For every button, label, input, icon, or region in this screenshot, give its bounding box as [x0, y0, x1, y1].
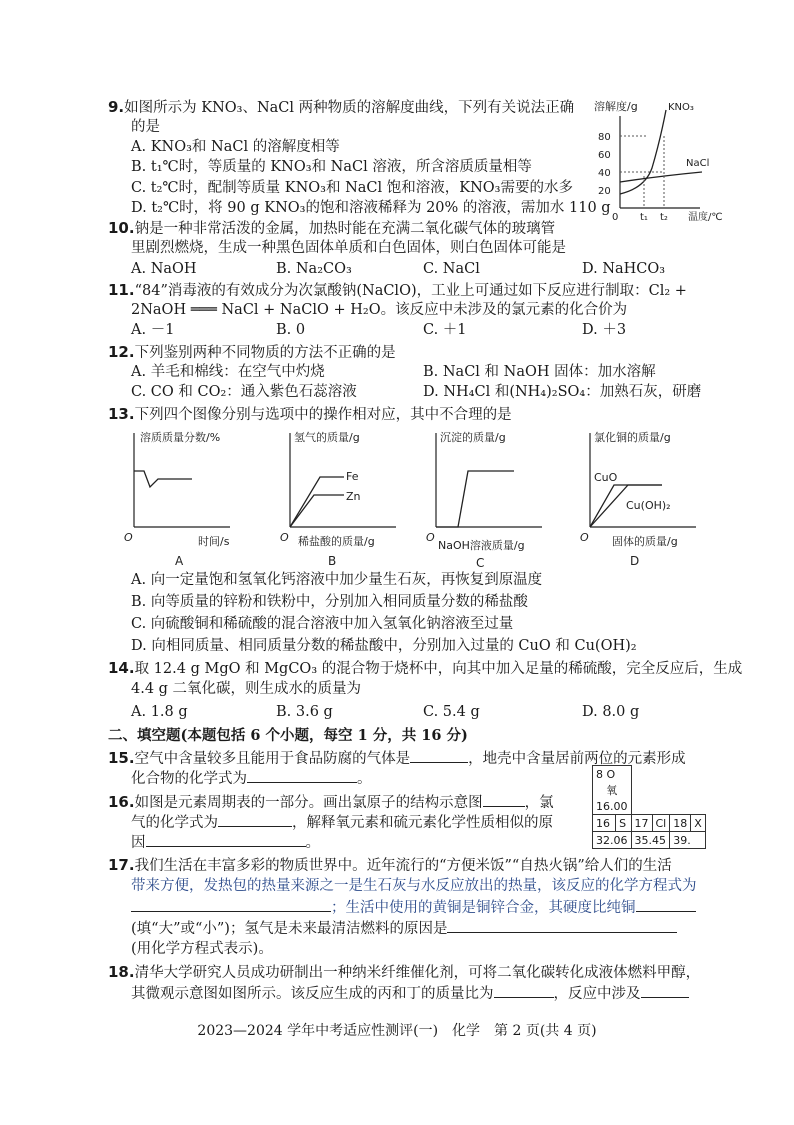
- q17-line5: (用化学方程式表示)。: [131, 941, 273, 957]
- element-o-name: 氧: [593, 782, 632, 798]
- q15-text2: ，地壳中含量居前两位的元素形成: [468, 751, 686, 767]
- q9-stem: 如图所示为 KNO₃、NaCl 两种物质的溶解度曲线，下列有关说法正确: [124, 100, 575, 116]
- q14-option-c: C. 5.4 g: [423, 704, 480, 720]
- q18-blank-1[interactable]: [494, 983, 554, 998]
- q16-text5: 因: [131, 835, 146, 851]
- ytick-40: 40: [598, 168, 611, 179]
- q15-line2: [131, 768, 372, 789]
- q11-option-b: B. 0: [276, 322, 306, 338]
- nacl-label: NaCl: [686, 158, 710, 169]
- q13-option-d: D. 向相同质量、相同质量分数的稀盐酸中，分别加入过量的 CuO 和 Cu(OH)₂: [131, 638, 637, 654]
- q16-line1: [108, 792, 554, 813]
- q16-text1: 如图是元素周期表的一部分。画出氯原子的结构示意图: [134, 795, 483, 811]
- q16-blank-2[interactable]: [218, 812, 292, 827]
- solubility-chart: [590, 96, 740, 226]
- q10-option-c: C. NaCl: [423, 261, 480, 277]
- element-s-mass: 32.06: [593, 832, 632, 849]
- q15-text3: 化合物的化学式为: [131, 771, 247, 787]
- q14-line2: 4.4 g 二氧化碳，则生成水的质量为: [131, 681, 362, 697]
- q13-option-b: B. 向等质量的锌粉和铁粉中，分别加入相同质量分数的稀盐酸: [131, 594, 528, 610]
- chart-d-tag: D: [630, 554, 640, 568]
- xtick-t1: t₁: [640, 212, 648, 223]
- q15-blank-1[interactable]: [410, 748, 468, 763]
- q12-line1: [108, 342, 396, 363]
- chart-b-fe-line: [290, 477, 344, 527]
- q14-option-b: B. 3.6 g: [276, 704, 333, 720]
- element-x-number: 18: [670, 815, 691, 832]
- q11-option-a: A. －1: [131, 322, 175, 338]
- chart-c-origin: O: [426, 531, 435, 544]
- element-x-mass: 39.: [670, 832, 706, 849]
- ytick-80: 80: [598, 132, 611, 143]
- q16-text6: 。: [305, 835, 320, 851]
- q10-option-a: A. NaOH: [131, 261, 197, 277]
- q9-option-d: D. t₂℃时，将 90 g KNO₃的饱和溶液稀释为 20% 的溶液，需加水 110 g: [131, 200, 611, 216]
- q17-line2: 带来方便，发热包的热量来源之一是生石灰与水反应放出的热量，该反应的化学方程式为: [131, 878, 697, 894]
- q17-line1: [108, 855, 672, 876]
- element-cl-mass: 35.45: [631, 832, 670, 849]
- chart-c-tag: C: [476, 556, 485, 570]
- q18-text2: 其微观示意图如图所示。该反应生成的丙和丁的质量比为: [131, 986, 494, 1002]
- q15-text4: 。: [357, 771, 372, 787]
- q16-text4: ，解释氧元素和硫元素化学性质相似的原: [292, 815, 553, 831]
- q15-number: 15.: [108, 749, 135, 767]
- q11-option-c: C. ＋1: [423, 322, 467, 338]
- q10-option-b: B. Na₂CO₃: [276, 261, 352, 277]
- q17-blank-1[interactable]: [131, 897, 331, 912]
- q10-stem: 钠是一种非常活泼的金属，加热时能在充满二氧化碳气体的玻璃管: [134, 221, 556, 237]
- chart-d-origin: O: [580, 531, 589, 544]
- chart-b-ylabel: 氢气的质量/g: [294, 431, 360, 444]
- chart-d-cuoh2-label: Cu(OH)₂: [626, 499, 671, 512]
- q11-line1: [108, 280, 687, 301]
- q17-line4: [131, 918, 677, 939]
- q17-line3: [131, 897, 696, 918]
- q16-text2: ，氯: [524, 795, 554, 811]
- q13-option-c: C. 向硫酸铜和稀硫酸的混合溶液中加入氢氧化钠溶液至过量: [131, 616, 514, 632]
- solubility-xlabel: 温度/℃: [688, 212, 723, 223]
- q14-option-d: D. 8.0 g: [582, 704, 640, 720]
- q13-number: 13.: [108, 405, 135, 423]
- periodic-table-fragment: [592, 765, 706, 849]
- q9-line2: 的是: [131, 119, 160, 135]
- q11-option-d: D. ＋3: [582, 322, 627, 338]
- q9-option-b: B. t₁℃时，等质量的 KNO₃和 NaCl 溶液，所含溶质质量相等: [131, 159, 532, 175]
- q14-line1: [108, 658, 742, 679]
- q18-text3: ，反应中涉及: [553, 986, 641, 1002]
- q17-text4: (填“大”或“小”)；氢气是未来最清洁燃料的原因是: [131, 921, 448, 937]
- q13-line1: [108, 404, 512, 425]
- element-cl-number: 17: [631, 815, 652, 832]
- q9-option-c: C. t₂℃时，配制等质量 KNO₃和 NaCl 饱和溶液，KNO₃需要的水多: [131, 180, 573, 196]
- q13-chart-c: [422, 425, 562, 570]
- q14-stem: 取 12.4 g MgO 和 MgCO₃ 的混合物于烧杯中，向其中加入足量的稀硫酸，完全反应后，生成: [134, 661, 743, 677]
- chart-a-tag: A: [175, 554, 184, 568]
- q10-number: 10.: [108, 219, 135, 237]
- q17-blank-2[interactable]: [636, 897, 696, 912]
- origin-label: 0: [612, 212, 619, 223]
- chart-c-ylabel: 沉淀的质量/g: [440, 431, 506, 444]
- q10-option-d: D. NaHCO₃: [582, 261, 666, 277]
- q10-line2: 里剧烈燃烧，生成一种黑色固体单质和白色固体，则白色固体可能是: [131, 240, 566, 256]
- chart-b-fe-label: Fe: [346, 470, 359, 483]
- chart-c-xlabel: NaOH溶液质量/g: [438, 539, 525, 552]
- ytick-20: 20: [598, 186, 611, 197]
- chart-d-cuo-label: CuO: [594, 471, 618, 484]
- page-footer: 2023—2024 学年中考适应性测评(一) 化学 第 2 页(共 4 页): [197, 1023, 597, 1039]
- q15-blank-2[interactable]: [247, 768, 357, 783]
- xtick-t2: t₂: [660, 212, 668, 223]
- q13-chart-a: [120, 425, 250, 570]
- q16-number: 16.: [108, 793, 135, 811]
- q15-text1: 空气中含量较多且能用于食品防腐的气体是: [134, 751, 411, 767]
- q9-number: 9.: [108, 98, 125, 116]
- q12-number: 12.: [108, 343, 135, 361]
- q16-blank-3[interactable]: [146, 832, 306, 847]
- chart-a-origin: O: [124, 531, 133, 544]
- q18-number: 18.: [108, 963, 135, 981]
- q12-option-a: A. 羊毛和棉线：在空气中灼烧: [131, 364, 325, 380]
- q13-chart-d: [576, 425, 716, 570]
- q13-option-a: A. 向一定量饱和氢氧化钙溶液中加少量生石灰，再恢复到原温度: [131, 572, 543, 588]
- chart-a-ylabel: 溶质质量分数/%: [140, 431, 221, 444]
- q12-option-d: D. NH₄Cl 和(NH₄)₂SO₄：加熟石灰，研磨: [423, 384, 702, 400]
- q11-line2: 2NaOH ═══ NaCl + NaClO + H₂O。该反应中未涉及的氯元素的化合价为: [131, 302, 628, 318]
- element-s-number: 16: [593, 815, 616, 832]
- chart-b-xlabel: 稀盐酸的质量/g: [298, 535, 375, 548]
- q18-blank-2[interactable]: [641, 983, 689, 998]
- q17-text1: 我们生活在丰富多彩的物质世界中。近年流行的“方便米饭”“自热火锅”给人们的生活: [134, 858, 672, 874]
- q12-option-b: B. NaCl 和 NaOH 固体：加水溶解: [423, 364, 656, 380]
- q18-line1: [108, 962, 700, 983]
- element-s-symbol: S: [616, 815, 631, 832]
- q18-line2: [131, 983, 689, 1004]
- chart-b-zn-label: Zn: [346, 490, 361, 503]
- kno3-label: KNO₃: [668, 102, 694, 113]
- nacl-curve: [620, 172, 702, 182]
- chart-d-xlabel: 固体的质量/g: [612, 535, 678, 548]
- q16-line2: [131, 812, 553, 833]
- chart-b-zn-line: [290, 495, 344, 527]
- q16-line3: [131, 832, 320, 853]
- q17-number: 17.: [108, 856, 135, 874]
- q14-option-a: A. 1.8 g: [131, 704, 188, 720]
- chart-a-line: [134, 471, 192, 487]
- q16-blank-1[interactable]: [483, 792, 525, 807]
- q11-stem: “84”消毒液的有效成分为次氯酸钠(NaClO)，工业上可通过如下反应进行制取：Cl₂ +: [134, 283, 687, 299]
- q10-line1: [108, 218, 555, 239]
- element-o-mass: 16.00: [593, 798, 632, 815]
- chart-c-line: [436, 471, 514, 527]
- section-heading: 二、填空题(本题包括 6 个小题，每空 1 分，共 16 分): [108, 727, 468, 744]
- q14-number: 14.: [108, 659, 135, 677]
- q17-text3: ；生活中使用的黄铜是铜锌合金，其硬度比纯铜: [331, 900, 636, 916]
- element-x-symbol: X: [691, 815, 706, 832]
- q9-option-a: A. KNO₃和 NaCl 的溶解度相等: [131, 139, 340, 155]
- q17-blank-3[interactable]: [447, 918, 677, 933]
- q12-stem: 下列鉴别两种不同物质的方法不正确的是: [134, 345, 396, 361]
- q13-stem: 下列四个图像分别与选项中的操作相对应，其中不合理的是: [134, 407, 512, 423]
- q12-option-c: C. CO 和 CO₂：通入紫色石蕊溶液: [131, 384, 357, 400]
- chart-d-ylabel: 氯化铜的质量/g: [594, 431, 671, 444]
- chart-a-xlabel: 时间/s: [198, 535, 230, 548]
- solubility-ylabel: 溶解度/g: [594, 100, 638, 113]
- q11-number: 11.: [108, 281, 135, 299]
- q16-text3: 气的化学式为: [131, 815, 218, 831]
- q18-text1: 清华大学研究人员成功研制出一种纳米纤维催化剂，可将二氧化碳转化成液体燃料甲醇，: [134, 965, 701, 981]
- chart-b-tag: B: [328, 554, 337, 568]
- element-o-number: 8 O: [593, 766, 632, 783]
- q13-chart-b: [276, 425, 416, 570]
- chart-b-origin: O: [280, 531, 289, 544]
- ytick-60: 60: [598, 150, 611, 161]
- element-cl-symbol: Cl: [652, 815, 670, 832]
- q9-line1: [108, 97, 574, 118]
